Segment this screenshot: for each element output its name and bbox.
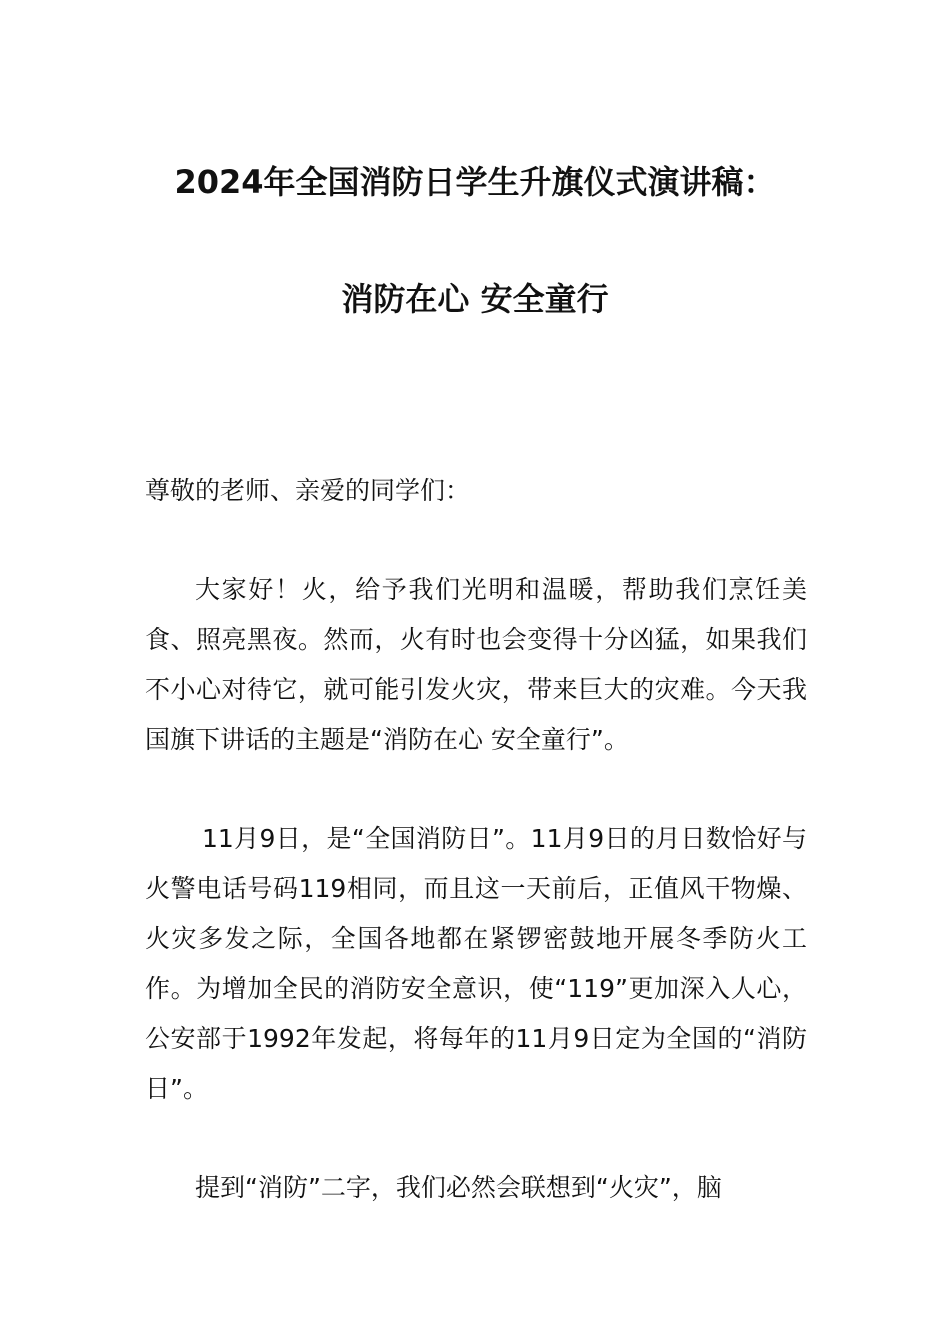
paragraph-3: 提到“消防”二字，我们必然会联想到“火灾”，脑 — [195, 1173, 722, 1202]
paragraph-2: 11月9日，是“全国消防日”。11月9日的月日数恰好与火警电话号码119相同，而且这一天前后，正值风干物燥、火灾多发之际，全国各地都在紧锣密鼓地开展冬季防火工作。为增加全民的消防安全意识，使“119”更加深入人心，公安部于1992年发起，将每年的11月9日定为全国的“消防日”。 — [145, 824, 807, 1103]
salutation: 尊敬的老师、亲爱的同学们： — [145, 476, 471, 505]
document-title-line-1: 2024年全国消防日学生升旗仪式演讲稿： — [174, 163, 776, 201]
paragraph-1: 大家好！火，给予我们光明和温暖，帮助我们烹饪美食、照亮黑夜。然而，火有时也会变得十分凶猛，如果我们不小心对待它，就可能引发火灾，带来巨大的灾难。今天我国旗下讲话的主题是“消防在心 安全童行”。 — [145, 575, 807, 754]
document-title-line-2: 消防在心 安全童行 — [341, 280, 609, 318]
